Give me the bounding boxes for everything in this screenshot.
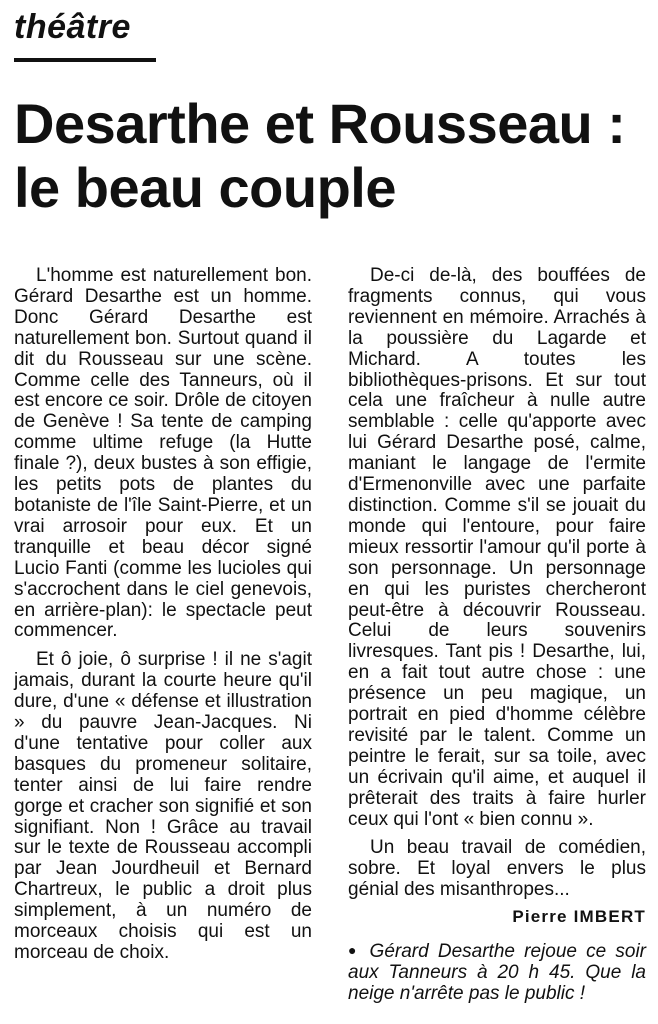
headline-line-2: le beau couple [14,156,396,219]
paragraph: L'homme est naturellement bon. Gérard Desarthe est un homme. Donc Gérard Desarthe est naturellement bon. Surtout quand il dit du Rousseau sur une scène. Comme celle des Tanneurs, où il est encore ce soir. Drôle de citoyen de Genève ! Sa tente de camping comme ultime refuge (la Hutte finale ?), deux bustes à son effigie, les petits pots de plantes du botaniste de l'île Saint-Pierre, et un vrai arrosoir pour eux. Et un tranquille et beau décor signé Lucio Fanti (comme les lucioles qui s'accrochent dans le ciel genevois, en arrière-plan): le spectacle peut commencer. [14,265,312,642]
section-rubric: théâtre [14,8,131,46]
paragraph: Et ô joie, ô surprise ! il ne s'agit jamais, durant la courte heure qu'il dure, d'une « défense et illustration » du pauvre Jean-Jacques. Ni d'une tentative pour coller aux basques du promeneur solitaire, tenter ainsi de lui faire rendre gorge et cracher son signifié et son signifiant. Non ! Grâce au travail sur le texte de Rousseau accompli par Jean Jourdheuil et Bernard Chartreux, le public a droit plus simplement, à un numéro de morceaux choisis qui est un morceau de choix. [14,649,312,963]
bullet-icon: ● [348,942,361,959]
headline-line-1: Desarthe et Rousseau : [14,92,626,155]
rubric-underline [14,58,156,62]
paragraph: De-ci de-là, des bouffées de fragments connus, qui vous reviennent en mémoire. Arrachés à la poussière du Lagarde et Michard. A toutes les bibliothèques-prisons. Et sur tout cela une fraîcheur à nulle autre semblable : celle qu'apporte avec lui Gérard Desarthe posé, calme, maniant le langage de l'ermite d'Ermenonville avec une parfaite distinction. Comme s'il se jouait du monde qui l'entoure, pour faire mieux ressortir l'amour qu'il porte à son personnage. Un personnage en qui les puristes chercheront peut-être à découvrir Rousseau. Celui de leurs souvenirs livresques. Tant pis ! Desarthe, lui, en a fait tout autre chose : une présence un peu magique, un portrait en pied d'homme célèbre revisité par le talent. Comme un peintre le ferait, sur sa toile, avec un écrivain qu'il aime, et auquel il prêterait des traits à faire hurler ceux qui l'ont « bien connu ». [348,265,646,830]
article-column-right [348,266,646,1005]
paragraph: Un beau travail de comédien, sobre. Et loyal envers le plus génial des misanthropes... [348,837,646,901]
article-column-left [14,266,312,964]
photo-caption [348,940,646,1005]
article-headline [14,92,654,220]
caption-text: Gérard Desarthe rejoue ce soir aux Tanneurs à 20 h 45. Que la neige n'arrête pas le public ! [348,941,646,1004]
author-signature: Pierre IMBERT [512,907,646,927]
